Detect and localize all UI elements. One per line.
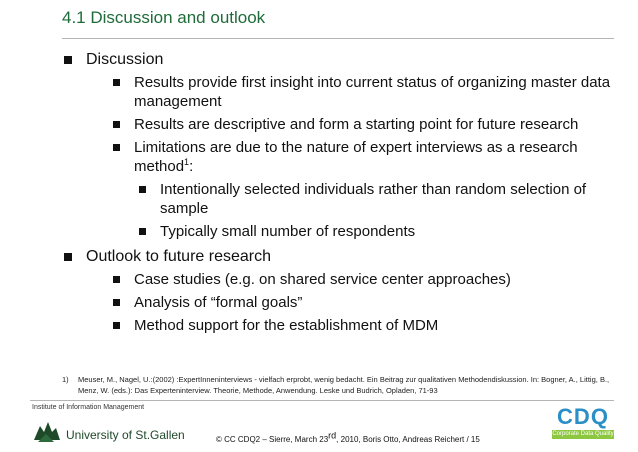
list-item-text: Limitations are due to the nature of expert interviews as a research method xyxy=(134,139,578,175)
square-bullet-icon xyxy=(113,299,120,306)
list-item-text: Intentionally selected individuals rather than random selection of sample xyxy=(160,181,587,217)
outlook-sublist xyxy=(108,270,622,335)
footnote-number: 1) xyxy=(62,375,69,384)
footnote xyxy=(62,374,622,396)
list-item-text: Analysis of “formal goals” xyxy=(134,294,303,311)
cdq-logo-subtitle: Corporate Data Quality xyxy=(552,431,614,437)
list-item-text: Results are descriptive and form a starting point for future research xyxy=(134,116,579,133)
list-item xyxy=(134,222,622,241)
footnote-reference: 1 xyxy=(184,157,190,167)
university-name: University of St.Gallen xyxy=(66,428,185,442)
square-bullet-icon xyxy=(113,79,120,86)
slide-content xyxy=(62,50,622,341)
copyright-line xyxy=(216,430,480,444)
footer-divider xyxy=(30,400,614,401)
top-level-list xyxy=(62,50,622,335)
institute-name: Institute of Information Management xyxy=(32,404,145,411)
list-item xyxy=(134,180,622,218)
list-item xyxy=(108,270,622,289)
slide-title: 4.1 Discussion and outlook xyxy=(62,8,266,27)
square-bullet-icon xyxy=(113,144,120,151)
copyright-suffix: , 2010, Boris Otto, Andreas Reichert / 15 xyxy=(336,435,480,444)
copyright-prefix: © CC CDQ2 – Sierre, March 23 xyxy=(216,435,329,444)
footnote-text: Meuser, M., Nagel, U.:(2002) :ExpertInneninterviews - vielfach erprobt, wenig bedacht. Ein Beitrag zur qualitativen Methodendiskussion. In: Bogner, A., Littig, B., Menz, W. (eds.): Das Experteninterview. Theorie, Methode, Anwendung. Leske und Budrich, Opladen, 71-93 xyxy=(78,375,610,395)
square-bullet-icon xyxy=(64,56,72,64)
list-item-text: Results provide first insight into current status of organizing master data management xyxy=(134,74,611,110)
list-item xyxy=(108,138,622,241)
cdq-logo xyxy=(548,404,618,444)
title-divider xyxy=(62,38,614,39)
list-item-label: Outlook to future research xyxy=(86,248,271,265)
list-item xyxy=(108,115,622,134)
list-item-label: Discussion xyxy=(86,51,164,68)
list-item-suffix: : xyxy=(189,158,194,175)
square-bullet-icon xyxy=(64,253,72,261)
list-item-text: Method support for the establishment of MDM xyxy=(134,317,439,334)
discussion-sublist xyxy=(108,73,622,241)
square-bullet-icon xyxy=(113,276,120,283)
list-item xyxy=(108,293,622,312)
list-item xyxy=(108,316,622,335)
list-item xyxy=(108,73,622,111)
list-item-text: Case studies (e.g. on shared service center approaches) xyxy=(134,271,511,288)
cdq-logo-text: CDQ xyxy=(557,404,609,429)
square-bullet-icon xyxy=(139,228,146,235)
square-bullet-icon xyxy=(113,121,120,128)
list-item-text: Typically small number of respondents xyxy=(160,223,416,240)
limitations-sublist xyxy=(134,180,622,241)
square-bullet-icon xyxy=(139,186,146,193)
university-logo-icon xyxy=(32,420,62,444)
copyright-ordinal: rd xyxy=(328,430,337,441)
square-bullet-icon xyxy=(113,322,120,329)
list-item-outlook xyxy=(62,247,622,335)
list-item-discussion xyxy=(62,50,622,241)
